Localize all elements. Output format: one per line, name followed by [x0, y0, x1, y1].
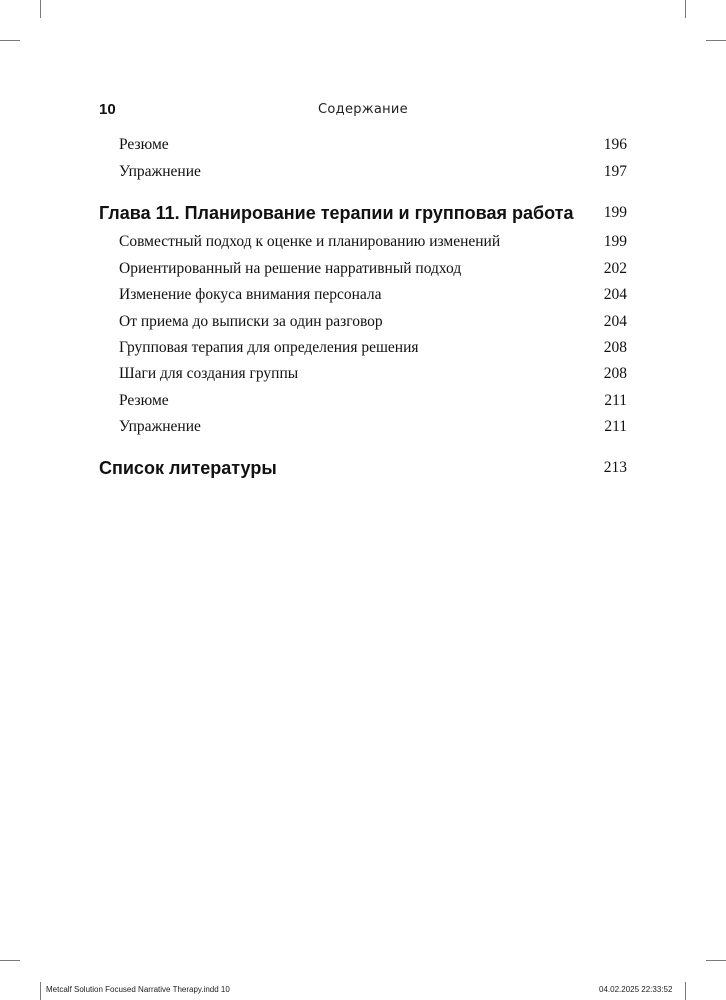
toc-entry-page: 204 [603, 313, 627, 330]
crop-mark [40, 982, 41, 1000]
toc-entry-page: 204 [603, 286, 627, 303]
toc-entry-page: 199 [603, 233, 627, 250]
crop-mark [685, 982, 686, 1000]
crop-mark [40, 0, 41, 18]
toc-entry-page: 211 [604, 418, 627, 435]
slug-timestamp: 04.02.2025 22:33:52 [599, 985, 673, 994]
toc-entry [0, 337, 726, 359]
toc-entry-label: Резюме [119, 392, 169, 409]
toc-entry-page: 208 [603, 339, 627, 356]
crop-mark [706, 960, 726, 961]
toc-entry [0, 161, 726, 183]
toc-entry-label: Резюме [119, 136, 169, 153]
bibliography-page: 213 [603, 459, 627, 476]
toc-entry [0, 258, 726, 280]
toc-entry-page: 197 [603, 163, 627, 180]
slug-file-info: Metcalf Solution Focused Narrative Therapy.indd 10 [46, 985, 230, 994]
toc-entry-label: Ориентированный на решение нарративный подход [119, 260, 462, 277]
toc-chapter-heading [0, 201, 726, 225]
toc-entry-page: 202 [603, 260, 627, 277]
chapter-page: 199 [603, 204, 627, 221]
toc-entry [0, 231, 726, 253]
running-title: Содержание [318, 102, 408, 117]
chapter-title: Глава 11. Планирование терапии и групповая работа [99, 203, 574, 223]
toc-entry-label: Групповая терапия для определения решения [119, 339, 419, 356]
toc-entry-page: 196 [603, 136, 627, 153]
toc-entry-page: 211 [604, 392, 627, 409]
page-number: 10 [99, 101, 116, 118]
toc-entry-label: Упражнение [119, 163, 201, 180]
toc-entry [0, 363, 726, 385]
toc-entry-label: Изменение фокуса внимания персонала [119, 286, 382, 303]
toc-entry-label: Упражнение [119, 418, 201, 435]
bibliography-title: Список литературы [99, 458, 277, 478]
toc-entry-label: Совместный подход к оценке и планированию изменений [119, 233, 501, 250]
toc-entry [0, 311, 726, 333]
crop-mark [706, 40, 726, 41]
toc-entry-page: 208 [603, 365, 627, 382]
toc-entry-label: Шаги для создания группы [119, 365, 299, 382]
crop-mark [0, 40, 20, 41]
toc-entry-label: От приема до выписки за один разговор [119, 313, 383, 330]
toc-entry [0, 416, 726, 438]
toc-entry [0, 284, 726, 306]
toc-entry [0, 134, 726, 156]
toc-entry [0, 390, 726, 412]
crop-mark [0, 960, 20, 961]
toc-bibliography-heading [0, 456, 726, 480]
crop-mark [685, 0, 686, 18]
